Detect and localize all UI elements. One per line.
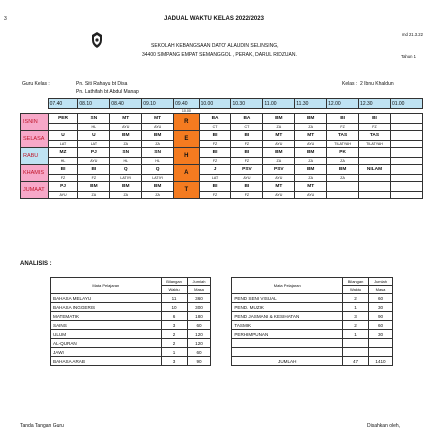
teacher-cell: AYU: [48, 192, 78, 199]
day-label: JUMAAT: [21, 182, 49, 199]
subject-cell: PSV: [263, 165, 295, 175]
subject-cell: SN: [78, 114, 110, 124]
period-count: 2: [161, 330, 187, 339]
teacher-cell: LAT: [78, 141, 110, 148]
analysis-table: [50, 277, 393, 366]
rehat-end-time: 10.00: [181, 109, 191, 113]
minute-total: 300: [187, 303, 211, 312]
minute-total: 120: [187, 339, 211, 348]
total-header-1: Jumlah: [187, 278, 211, 286]
subject-name: JAWI: [51, 348, 162, 357]
subject-cell: BI: [327, 114, 359, 124]
gap-cell: [211, 330, 232, 339]
subject-cell: BM: [142, 182, 174, 192]
teacher-cell: LATIYI: [142, 175, 174, 182]
time-header: 01.00: [390, 99, 422, 109]
teacher-cell: AYU: [263, 192, 295, 199]
subject-cell: BI: [48, 165, 78, 175]
subject-cell: BM: [295, 165, 327, 175]
empty-cell: [390, 114, 422, 124]
teacher-cell: TILATYAH: [327, 141, 359, 148]
time-header: 10.00: [199, 99, 231, 109]
total-header-2: Masa: [187, 286, 211, 294]
subject-cell: [359, 182, 391, 192]
subject-cell: BM: [327, 165, 359, 175]
subject-cell: BM: [263, 114, 295, 124]
day-label: ISNIN: [21, 114, 49, 131]
rehat-letter: A: [174, 165, 200, 182]
empty-cell: [390, 131, 422, 141]
empty-cell: [390, 148, 422, 158]
subject-name: ULUM: [51, 330, 162, 339]
subject-cell: MT: [295, 182, 327, 192]
day-label: KHAMIS: [21, 165, 49, 182]
total-header-2: Masa: [369, 286, 393, 294]
subject-cell: BI: [199, 148, 231, 158]
minute-total: 180: [187, 312, 211, 321]
class-label: Kelas :: [342, 81, 358, 87]
teacher-cell: HL: [48, 158, 78, 165]
teacher-cell: FZ: [48, 175, 78, 182]
school-crest-icon: [90, 32, 104, 48]
class-teacher-2: Pn. Lathifah bt Abdul Manap: [76, 89, 139, 95]
subject-header: Mata Pelajaran: [51, 278, 162, 294]
teacher-cell: FZ: [231, 158, 263, 165]
subject-name: PEND JASMANI & KESIHATAN: [232, 312, 343, 321]
subject-name: BAHASA MELAYU: [51, 294, 162, 303]
subject-cell: PJ: [48, 182, 78, 192]
rehat-letter: H: [174, 148, 200, 165]
teacher-cell: AYU: [263, 175, 295, 182]
rehat-letter: E: [174, 131, 200, 148]
empty-cell: [232, 339, 343, 348]
teacher-cell: LATIYI: [110, 175, 142, 182]
subject-cell: TAS: [359, 131, 391, 141]
teacher-cell: ZA: [142, 192, 174, 199]
teacher-cell: FZ: [78, 175, 110, 182]
time-header: 11.00: [263, 99, 295, 109]
time-header: 12.00: [327, 99, 359, 109]
minute-total: 360: [187, 294, 211, 303]
minute-total: 60: [187, 321, 211, 330]
empty-cell: [390, 165, 422, 175]
subject-cell: SN: [110, 148, 142, 158]
day-label: SELASA: [21, 131, 49, 148]
time-header: 09.10: [142, 99, 174, 109]
period-count: 1: [343, 330, 369, 339]
teacher-cell: AYU: [142, 124, 174, 131]
gap-cell: [211, 357, 232, 366]
empty-cell: [343, 339, 369, 348]
subject-cell: BI: [78, 165, 110, 175]
period-count: 6: [161, 312, 187, 321]
page-title: JADUAL WAKTU KELAS 2022/2023: [164, 16, 264, 22]
rehat-letter: T: [174, 182, 200, 199]
period-count: 2: [343, 321, 369, 330]
subject-cell: PK: [327, 148, 359, 158]
subject-cell: PSV: [231, 165, 263, 175]
period-count: 11: [161, 294, 187, 303]
subject-cell: NILAM: [359, 165, 391, 175]
teacher-cell: CT: [231, 124, 263, 131]
teacher-cell: ZA: [263, 124, 295, 131]
subject-cell: BM: [263, 148, 295, 158]
teacher-cell: AYU: [263, 141, 295, 148]
subject-cell: BI: [359, 114, 391, 124]
total-header-1: Jumlah: [369, 278, 393, 286]
minute-total: 60: [369, 321, 393, 330]
subject-cell: PJ: [78, 148, 110, 158]
teacher-cell: ZA: [295, 175, 327, 182]
period-count: 10: [161, 303, 187, 312]
subject-cell: PER: [48, 114, 78, 124]
period-count: 3: [161, 321, 187, 330]
subject-cell: MT: [295, 131, 327, 141]
teacher-cell: HL: [142, 158, 174, 165]
teacher-cell: AYU: [78, 158, 110, 165]
time-header: 11.30: [295, 99, 327, 109]
teacher-cell: LAT: [199, 175, 231, 182]
subject-name: SAINS: [51, 321, 162, 330]
teacher-cell: AYU: [231, 175, 263, 182]
time-header: 09.40: [174, 99, 200, 109]
teacher-cell: [359, 158, 391, 165]
subject-cell: BI: [231, 182, 263, 192]
subject-cell: BM: [110, 131, 142, 141]
teacher-cell: [359, 175, 391, 182]
subject-name: PEND. MUZIK: [232, 303, 343, 312]
subject-name: MATEMATIK: [51, 312, 162, 321]
subject-cell: Q: [110, 165, 142, 175]
teacher-cell: ZA: [295, 124, 327, 131]
subject-cell: BI: [231, 131, 263, 141]
page-number: 3: [4, 16, 7, 22]
period-count: 2: [343, 294, 369, 303]
empty-cell: [390, 158, 422, 165]
teacher-cell: ZA: [142, 141, 174, 148]
date-code: md 21.3.22: [402, 32, 423, 37]
gap-cell: [211, 321, 232, 330]
teacher-cell: FZ: [231, 141, 263, 148]
teacher-cell: [48, 124, 78, 131]
subject-name: BAHASA INGGERIS: [51, 303, 162, 312]
teacher-cell: ZA: [295, 158, 327, 165]
time-header: 08.40: [110, 99, 142, 109]
empty-cell: [390, 192, 422, 199]
period-count: 1: [161, 348, 187, 357]
teacher-cell: ZA: [78, 192, 110, 199]
subject-cell: J: [199, 165, 231, 175]
subject-cell: BM: [142, 131, 174, 141]
subject-header: Mata Pelajaran: [232, 278, 343, 294]
minute-total: 30: [369, 330, 393, 339]
teacher-cell: AYU: [110, 124, 142, 131]
teacher-cell: [359, 192, 391, 199]
class-teacher-1: Pn. Siti Rahayu bt Disa: [76, 81, 128, 87]
subject-cell: BI: [199, 182, 231, 192]
subject-cell: MT: [263, 182, 295, 192]
timetable-grid: [20, 98, 423, 199]
subject-name: BAHASA ARAB: [51, 357, 162, 366]
subject-cell: U: [48, 131, 78, 141]
subject-cell: BM: [78, 182, 110, 192]
empty-cell: [390, 141, 422, 148]
teacher-cell: ZA: [110, 141, 142, 148]
total-period-count: 47: [343, 357, 369, 366]
year-label: Tahun 1: [401, 54, 416, 59]
teacher-cell: LAT: [48, 141, 78, 148]
subject-cell: U: [78, 131, 110, 141]
subject-name: TASMIK: [232, 321, 343, 330]
teacher-cell: ZA: [327, 158, 359, 165]
empty-cell: [232, 348, 343, 357]
day-label: RABU: [21, 148, 49, 165]
count-header-1: Bilangan: [343, 278, 369, 286]
approved-by-label: Disahkan oleh,: [367, 423, 401, 429]
subject-cell: SN: [142, 148, 174, 158]
teacher-cell: FZ: [327, 124, 359, 131]
subject-cell: BM: [295, 148, 327, 158]
empty-cell: [390, 182, 422, 192]
rehat-letter: R: [174, 114, 200, 131]
empty-cell: [369, 348, 393, 357]
teacher-cell: AYU: [295, 141, 327, 148]
empty-cell: [369, 339, 393, 348]
count-header-2: Waktu: [343, 286, 369, 294]
period-count: 1: [343, 303, 369, 312]
subject-cell: MT: [142, 114, 174, 124]
teacher-cell: FZ: [231, 192, 263, 199]
minute-total: 90: [369, 312, 393, 321]
subject-cell: [327, 182, 359, 192]
school-address: 34400 SIMPANG EMPAT SEMANGGOL , PERAK, DARUL RIDZUAN.: [142, 52, 297, 58]
period-count: 3: [343, 312, 369, 321]
empty-cell: [390, 175, 422, 182]
teacher-cell: FZ: [199, 158, 231, 165]
total-minutes: 1410: [369, 357, 393, 366]
teacher-cell: ZA: [110, 192, 142, 199]
subject-cell: BI: [231, 148, 263, 158]
school-name: SEKOLAH KEBANGSAAN DATO' ALAUDIN SELINSING,: [151, 43, 279, 49]
total-label: JUMLAH: [232, 357, 343, 366]
teacher-cell: HL: [78, 124, 110, 131]
count-header-1: Bilangan: [161, 278, 187, 286]
time-header: 12.30: [359, 99, 391, 109]
teacher-cell: FZ: [199, 141, 231, 148]
teacher-cell: CT: [199, 124, 231, 131]
teacher-signature-label: Tanda Tangan Guru: [20, 423, 64, 429]
time-header: 08.10: [78, 99, 110, 109]
class-teacher-label: Guru Kelas :: [22, 81, 50, 87]
time-header: 07.40: [48, 99, 78, 109]
subject-cell: [359, 148, 391, 158]
day-header-cell: [21, 99, 49, 109]
subject-cell: MT: [110, 114, 142, 124]
subject-name: PEND SENI VISUAL: [232, 294, 343, 303]
teacher-cell: AYU: [295, 192, 327, 199]
gap-cell: [211, 339, 232, 348]
minute-total: 30: [369, 303, 393, 312]
period-count: 3: [161, 357, 187, 366]
analysis-title: ANALISIS :: [20, 261, 52, 267]
subject-cell: TAS: [327, 131, 359, 141]
teacher-cell: ZA: [327, 175, 359, 182]
subject-cell: BA: [199, 114, 231, 124]
subject-cell: BA: [231, 114, 263, 124]
count-header-2: Waktu: [161, 286, 187, 294]
empty-cell: [390, 124, 422, 131]
teacher-cell: [327, 192, 359, 199]
time-header: 10.30: [231, 99, 263, 109]
subject-name: PERHIMPUNAN: [232, 330, 343, 339]
subject-cell: MT: [263, 131, 295, 141]
subject-cell: BM: [110, 182, 142, 192]
period-count: 2: [161, 339, 187, 348]
minute-total: 60: [369, 294, 393, 303]
minute-total: 60: [187, 348, 211, 357]
subject-cell: MZ: [48, 148, 78, 158]
gap-cell: [211, 312, 232, 321]
teacher-cell: HL: [110, 158, 142, 165]
subject-cell: BI: [199, 131, 231, 141]
minute-total: 90: [187, 357, 211, 366]
gap-cell: [211, 294, 232, 303]
teacher-cell: FZ: [359, 124, 391, 131]
empty-cell: [343, 348, 369, 357]
subject-name: AL-QURAN: [51, 339, 162, 348]
teacher-cell: ZA: [263, 158, 295, 165]
teacher-cell: TILATYAH: [359, 141, 391, 148]
subject-cell: BM: [295, 114, 327, 124]
minute-total: 120: [187, 330, 211, 339]
class-name: 2 Ibnu Khaldun: [360, 81, 394, 87]
teacher-cell: FZ: [199, 192, 231, 199]
subject-cell: Q: [142, 165, 174, 175]
gap-cell: [211, 278, 232, 294]
gap-cell: [211, 303, 232, 312]
gap-cell: [211, 348, 232, 357]
